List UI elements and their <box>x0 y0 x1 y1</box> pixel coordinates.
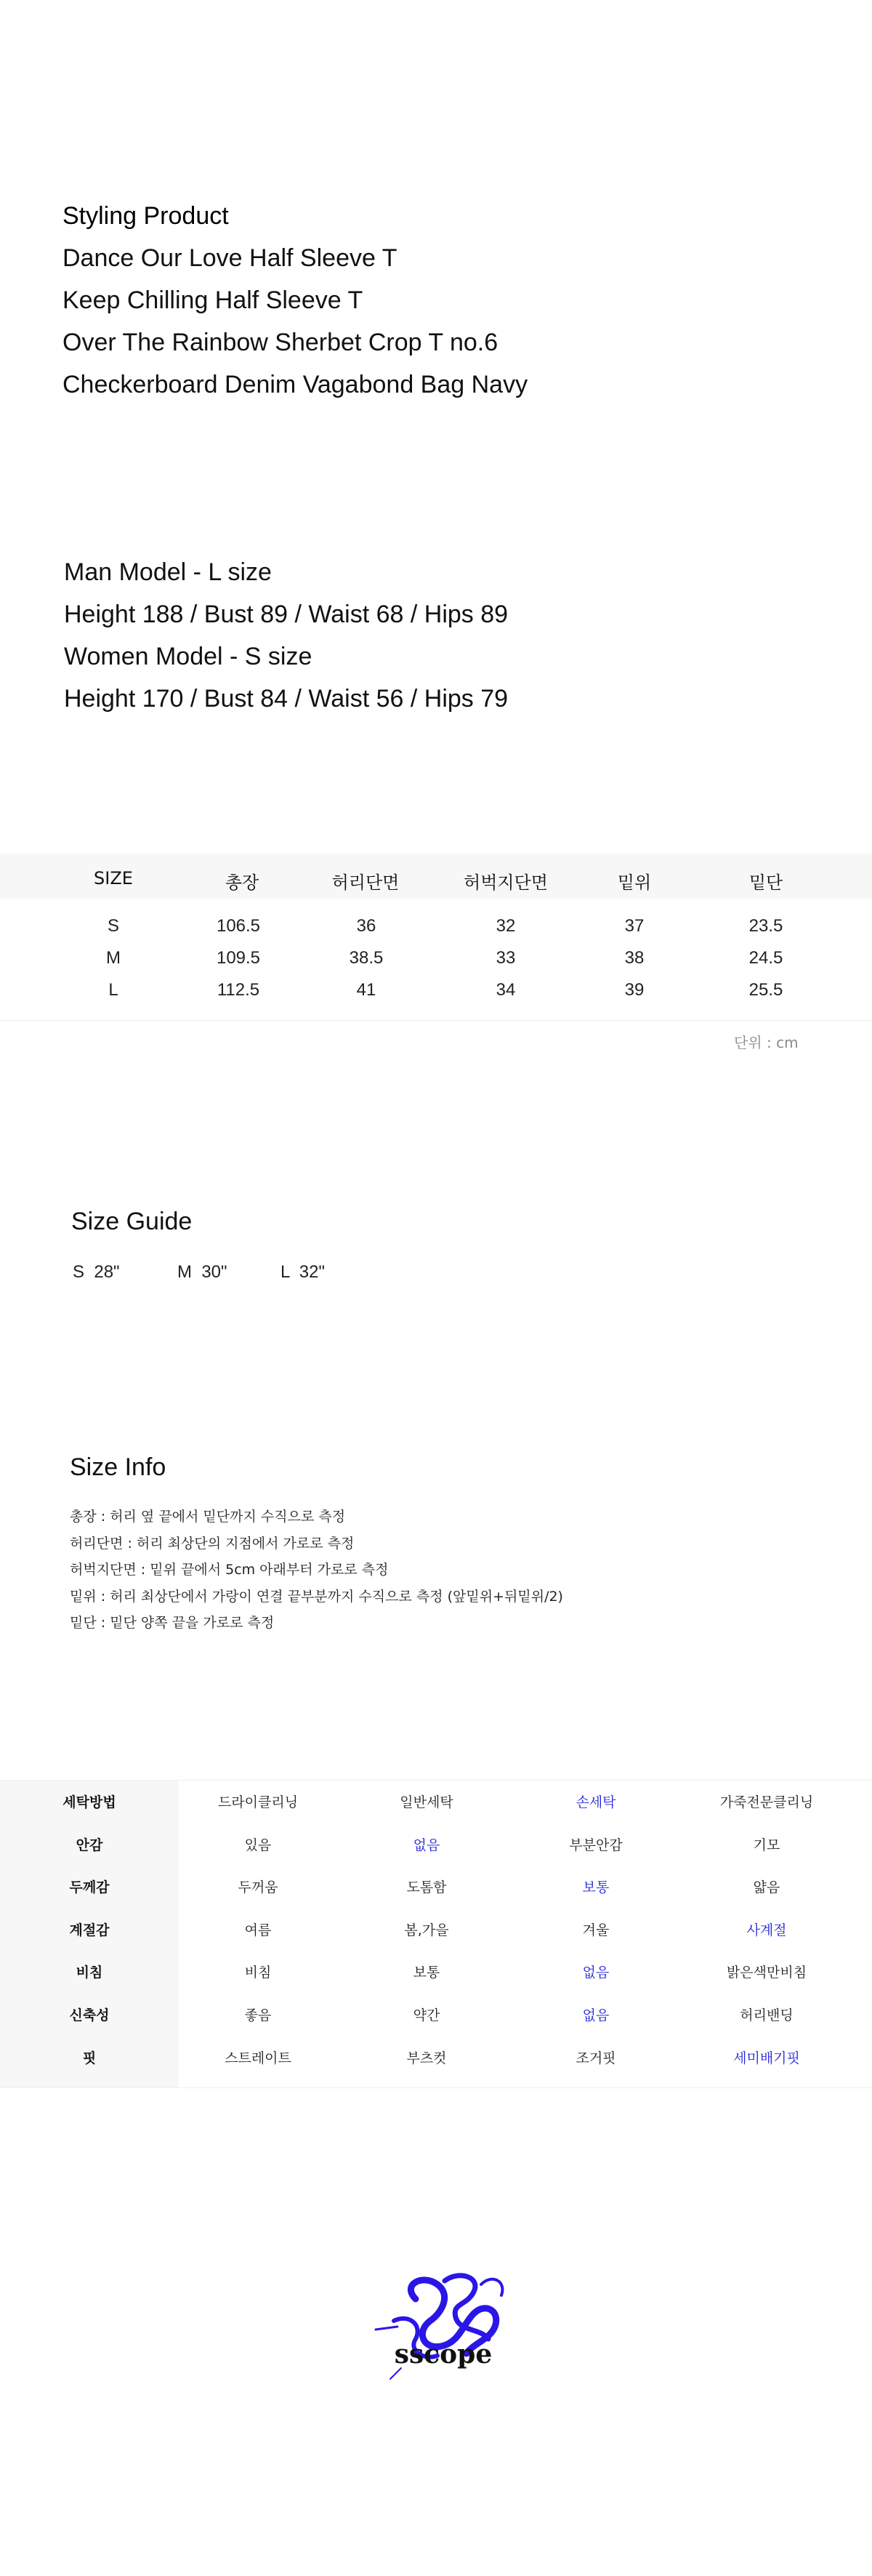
care-option: 기모 <box>753 1837 780 1853</box>
cell-thigh: 33 <box>496 948 516 968</box>
cell-rise: 37 <box>624 916 645 936</box>
cell-hem: 23.5 <box>748 916 783 936</box>
cell-length: 106.5 <box>216 916 261 936</box>
care-option: 스트레이트 <box>225 2050 291 2066</box>
cell-size: M <box>106 948 121 968</box>
size-info-title: Size Info <box>70 1453 166 1481</box>
cell-rise: 38 <box>624 948 645 968</box>
care-option: 부분안감 <box>569 1837 623 1853</box>
styling-item: Checkerboard Denim Vagabond Bag Navy <box>62 371 528 398</box>
size-guide-title: Size Guide <box>71 1208 193 1235</box>
care-row-label: 두께감 <box>69 1879 110 1896</box>
woman-model-stats: Height 170 / Bust 84 / Waist 56 / Hips 79 <box>64 685 509 713</box>
size-info-line: 총장 : 허리 옆 끝에서 밑단까지 수직으로 측정 <box>70 1509 346 1525</box>
care-option: 가죽전문클리닝 <box>719 1794 814 1810</box>
styling-item: Keep Chilling Half Sleeve T <box>62 286 363 314</box>
care-option-selected: 없음 <box>582 1965 610 1981</box>
size-table-divider <box>0 1020 872 1021</box>
size-info-line: 허리단면 : 허리 최상단의 지점에서 가로로 측정 <box>70 1535 355 1552</box>
header-size: SIZE <box>94 868 133 888</box>
woman-model-title: Women Model - S size <box>64 643 312 670</box>
header-thigh: 허벅지단면 <box>464 872 548 893</box>
cell-size: S <box>107 916 120 936</box>
size-guide-item: M 30" <box>177 1262 227 1282</box>
care-table <box>0 1780 872 2088</box>
model-info-section <box>64 551 508 720</box>
care-option-selected: 없음 <box>582 2007 610 2023</box>
care-row-label: 신축성 <box>69 2007 110 2023</box>
size-info-list <box>70 1504 563 1637</box>
care-row-label: 세탁방법 <box>62 1794 116 1810</box>
care-row-label: 안감 <box>76 1837 103 1853</box>
care-option: 얇음 <box>753 1879 780 1896</box>
care-option: 조거핏 <box>576 2050 616 2066</box>
cell-length: 112.5 <box>217 980 260 1000</box>
size-info-line: 밑위 : 허리 최상단에서 가랑이 연결 끝부분까지 수직으로 측정 (앞밑위+뒤밑위/2) <box>70 1588 563 1605</box>
cell-length: 109.5 <box>216 948 261 968</box>
care-option-selected: 세미배기핏 <box>733 2050 800 2066</box>
header-waist: 허리단면 <box>331 872 400 893</box>
care-option: 허리밴딩 <box>740 2007 794 2023</box>
care-row-label: 계절감 <box>69 1922 110 1938</box>
cell-rise: 39 <box>624 980 645 1000</box>
size-guide-item: L 32" <box>280 1262 326 1282</box>
man-model-stats: Height 188 / Bust 89 / Waist 68 / Hips 89 <box>64 601 509 628</box>
care-option: 도톰함 <box>406 1879 447 1896</box>
care-option: 보통 <box>413 1965 440 1981</box>
cell-waist: 36 <box>356 916 376 936</box>
styling-product-section <box>62 195 528 406</box>
care-option: 비침 <box>244 1965 272 1981</box>
logo-wordmark: sscope <box>394 2339 493 2370</box>
care-option-selected: 보통 <box>582 1879 610 1896</box>
care-row-label: 비침 <box>76 1965 103 1981</box>
care-option: 밝은색만비침 <box>726 1965 807 1981</box>
styling-heading: Styling Product <box>62 202 229 230</box>
size-guide-item: S 28" <box>73 1262 120 1282</box>
care-row-label: 핏 <box>82 2050 97 2066</box>
cell-waist: 38.5 <box>349 948 384 968</box>
care-option: 부츠컷 <box>406 2050 447 2066</box>
cell-thigh: 34 <box>496 980 516 1000</box>
unit-label: 단위 : cm <box>734 1034 799 1051</box>
care-option: 봄,가을 <box>404 1922 449 1938</box>
care-option-selected: 사계절 <box>746 1922 787 1938</box>
header-hem: 밑단 <box>748 872 783 893</box>
snake-logo-icon <box>372 2270 514 2382</box>
care-option-selected: 없음 <box>413 1837 440 1853</box>
cell-waist: 41 <box>356 980 376 1000</box>
size-info-line: 밑단 : 밑단 양쪽 끝을 가로로 측정 <box>70 1615 275 1631</box>
care-option: 일반세탁 <box>400 1794 453 1810</box>
cell-hem: 25.5 <box>748 980 783 1000</box>
care-option: 두꺼움 <box>238 1879 278 1896</box>
header-rise: 밑위 <box>617 872 652 893</box>
cell-thigh: 32 <box>496 916 516 936</box>
care-option: 있음 <box>244 1837 272 1853</box>
size-info-line: 허벅지단면 : 밑위 끝에서 5cm 아래부터 가로로 측정 <box>70 1562 389 1578</box>
styling-item: Over The Rainbow Sherbet Crop T no.6 <box>62 329 498 356</box>
care-option-selected: 손세탁 <box>576 1794 616 1810</box>
styling-item: Dance Our Love Half Sleeve T <box>62 244 397 272</box>
man-model-title: Man Model - L size <box>64 558 272 586</box>
care-option: 좋음 <box>244 2007 272 2023</box>
care-option: 드라이클리닝 <box>217 1794 299 1810</box>
care-option: 여름 <box>244 1922 272 1938</box>
care-option: 겨울 <box>582 1922 610 1938</box>
brand-logo <box>372 2270 514 2382</box>
cell-size: L <box>108 980 118 1000</box>
header-length: 총장 <box>225 872 259 893</box>
cell-hem: 24.5 <box>748 948 783 968</box>
care-option: 약간 <box>413 2007 440 2023</box>
